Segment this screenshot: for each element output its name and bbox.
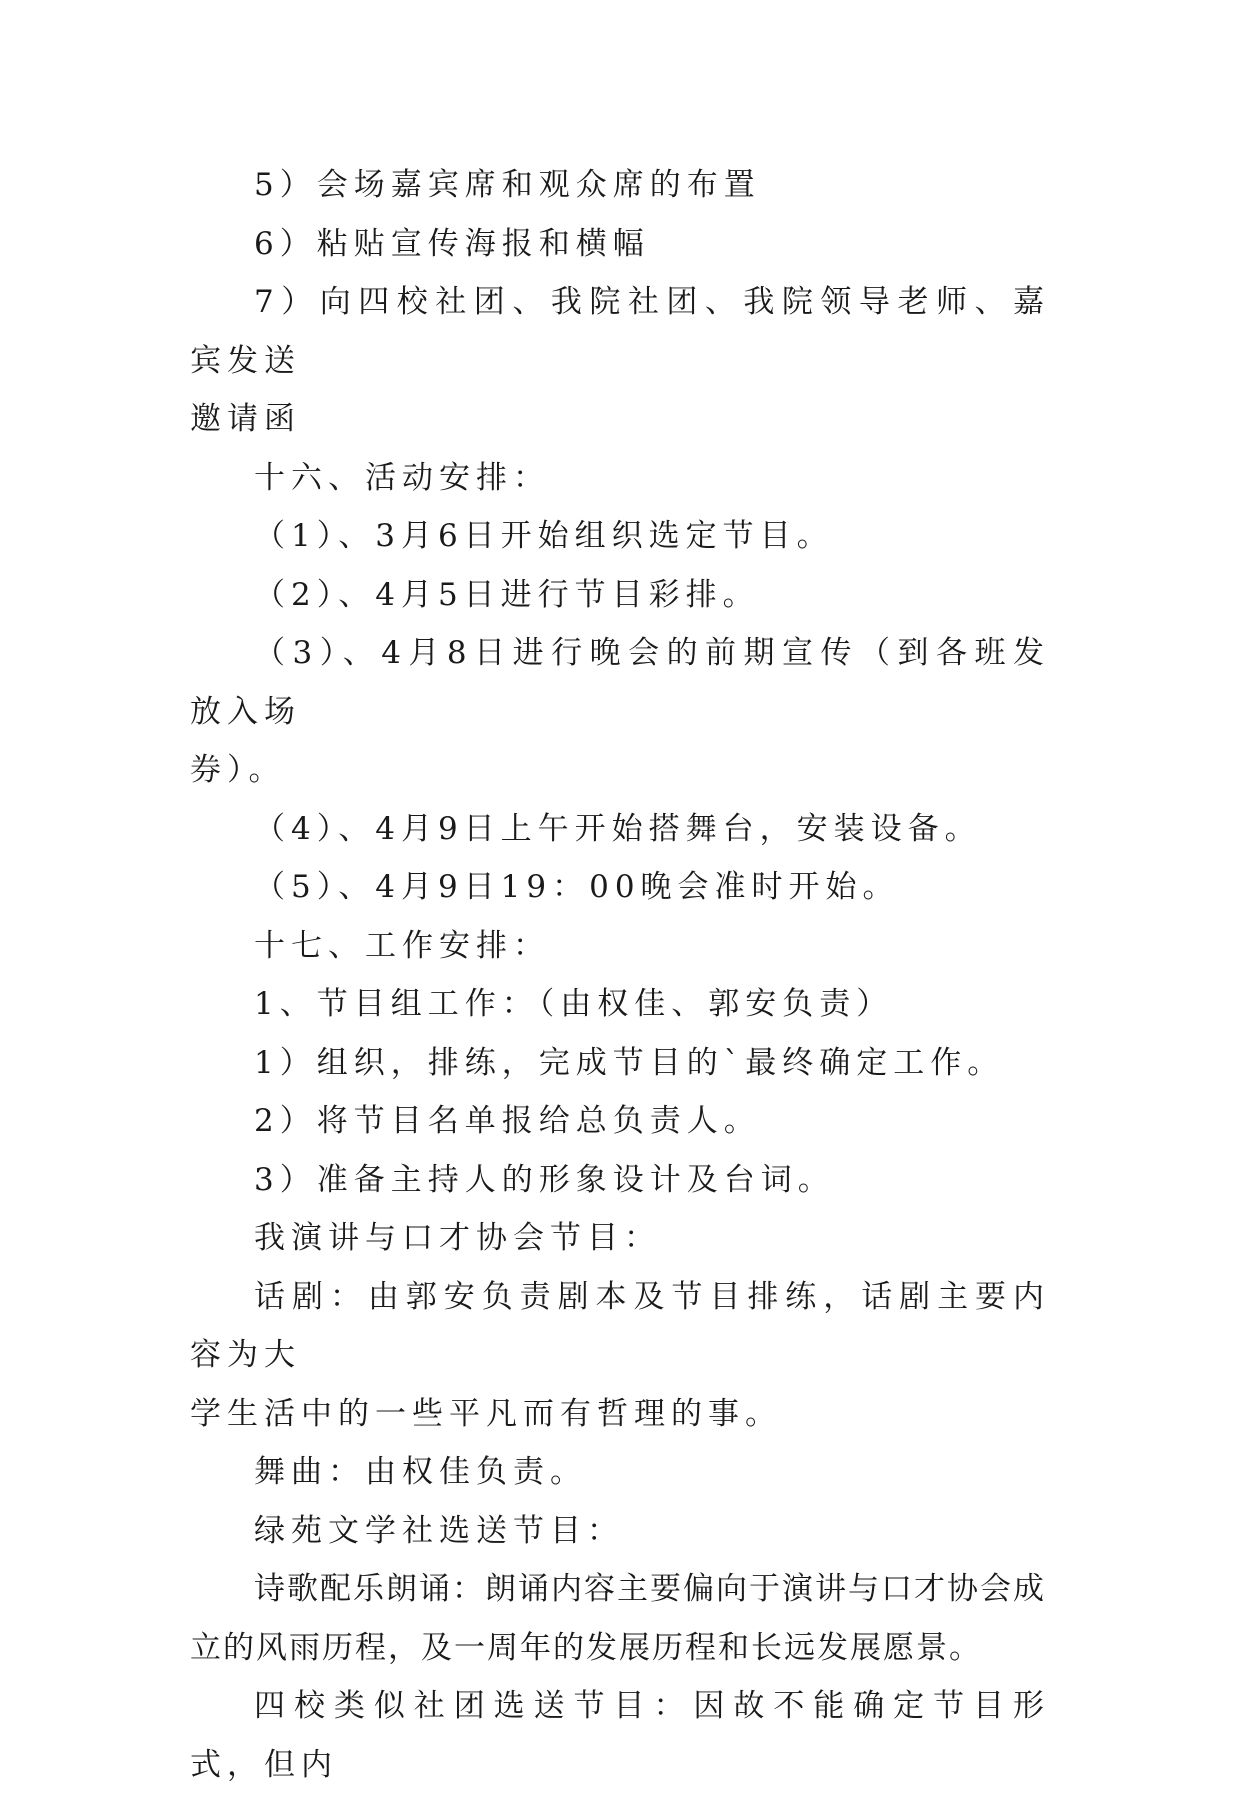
text-line: 诗歌配乐朗诵：朗诵内容主要偏向于演讲与口才协会成 — [254, 1571, 1046, 1607]
paragraph — [190, 156, 1050, 215]
section-heading — [190, 449, 1050, 508]
paragraph — [190, 1092, 1050, 1151]
text-line: （3）、4月8日进行晚会的前期宣传（到各班发放入场 — [190, 635, 1050, 730]
text-line: 四校类似社团选送节目：因故不能确定节目形式，但内 — [190, 1688, 1050, 1783]
text-line: 5）会场嘉宾席和观众席的布置 — [254, 167, 761, 203]
text-line: 券）。 — [190, 752, 286, 788]
paragraph — [190, 273, 1050, 449]
text-line: 3）准备主持人的形象设计及台词。 — [254, 1161, 835, 1198]
paragraph — [190, 1560, 1050, 1677]
paragraph — [190, 1677, 1050, 1794]
text-line: 学生活中的一些平凡而有哲理的事。 — [190, 1395, 782, 1432]
text-line: 十七、工作安排： — [254, 927, 550, 964]
text-line: 舞曲：由权佳负责。 — [254, 1454, 587, 1490]
paragraph — [190, 624, 1050, 800]
paragraph — [190, 507, 1050, 566]
paragraph — [190, 858, 1050, 917]
paragraph — [190, 800, 1050, 859]
text-line: 1）组织，排练，完成节目的`最终确定工作。 — [254, 1044, 1005, 1081]
paragraph — [190, 1443, 1050, 1502]
text-line: 我演讲与口才协会节目： — [254, 1220, 661, 1256]
text-line: 邀请函 — [190, 401, 301, 437]
text-line: （1）、3月6日开始组织选定节目。 — [254, 518, 834, 554]
text-line: 立的风雨历程，及一周年的发展历程和长远发展愿景。 — [190, 1629, 982, 1666]
text-line: 2）将节目名单报给总负责人。 — [254, 1103, 761, 1139]
section-heading — [190, 917, 1050, 976]
paragraph — [190, 215, 1050, 274]
paragraph — [190, 975, 1050, 1034]
text-line: （4）、4月9日上午开始搭舞台，安装设备。 — [254, 810, 982, 847]
text-line: 绿苑文学社选送节目： — [254, 1512, 624, 1549]
paragraph — [190, 1034, 1050, 1093]
document-body — [190, 156, 1050, 1794]
text-line: 十六、活动安排： — [254, 459, 550, 496]
paragraph — [190, 1502, 1050, 1561]
paragraph — [190, 1268, 1050, 1444]
text-line: （2）、4月5日进行节目彩排。 — [254, 576, 760, 613]
paragraph — [190, 1209, 1050, 1268]
paragraph — [190, 1151, 1050, 1210]
text-line: （5）、4月9日19：00晚会准时开始。 — [254, 869, 900, 905]
paragraph — [190, 566, 1050, 625]
text-line: 1、节目组工作：（由权佳、郭安负责） — [254, 986, 894, 1022]
text-line: 话剧：由郭安负责剧本及节目排练，话剧主要内容为大 — [190, 1278, 1050, 1373]
text-line: 7）向四校社团、我院社团、我院领导老师、嘉宾发送 — [190, 284, 1050, 379]
text-line: 6）粘贴宣传海报和横幅 — [254, 225, 650, 262]
